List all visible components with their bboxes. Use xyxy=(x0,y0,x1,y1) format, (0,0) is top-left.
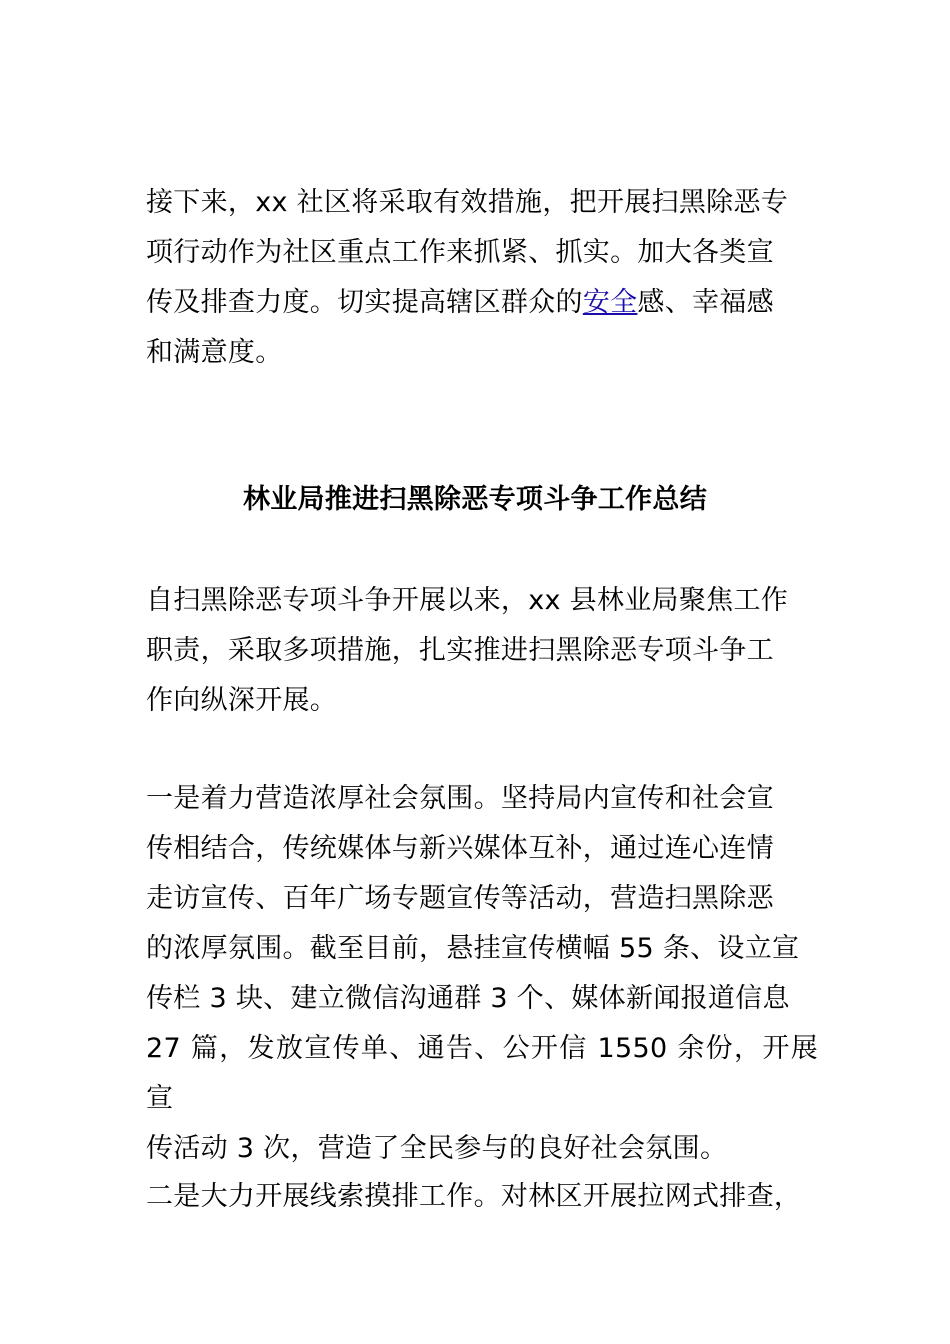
text-line: 27 篇，发放宣传单、通告、公开信 1550 余份，开展宣 xyxy=(146,1033,818,1114)
paragraph-clue-investigation xyxy=(146,1172,818,1222)
text-line xyxy=(146,278,818,328)
text-line: 的浓厚氛围。截至目前，悬挂宣传横幅 55 条、设立宣 xyxy=(146,933,800,964)
text-line: 传活动 3 次，营造了全民参与的良好社会氛围。 xyxy=(146,1133,728,1164)
text-line: 传栏 3 块、建立微信沟通群 3 个、媒体新闻报道信息 xyxy=(146,983,790,1014)
paragraph-intro xyxy=(146,576,818,726)
text-line: 一是着力营造浓厚社会氛围。坚持局内宣传和社会宣 xyxy=(146,783,774,814)
text-segment: 感、幸福感 xyxy=(637,287,774,318)
text-line: 项行动作为社区重点工作来抓紧、抓实。加大各类宣 xyxy=(146,237,774,268)
text-segment: 传及排查力度。切实提高辖区群众的 xyxy=(146,287,583,318)
link-anquan[interactable]: 安全 xyxy=(582,287,638,318)
text-line: 走访宣传、百年广场专题宣传等活动，营造扫黑除恶 xyxy=(146,883,774,914)
section-title: 林业局推进扫黑除恶专项斗争工作总结 xyxy=(242,484,708,515)
paragraph-community-measures xyxy=(146,178,818,378)
text-line: 和满意度。 xyxy=(146,337,283,368)
paragraph-publicity xyxy=(146,774,818,1174)
text-line: 自扫黑除恶专项斗争开展以来，xx 县林业局聚焦工作 xyxy=(146,585,789,616)
text-line: 二是大力开展线索摸排工作。对林区开展拉网式排查， xyxy=(146,1181,802,1212)
text-line: 接下来，xx 社区将采取有效措施，把开展扫黑除恶专 xyxy=(146,187,789,218)
text-line: 职责，采取多项措施，扎实推进扫黑除恶专项斗争工 xyxy=(146,635,774,666)
text-line: 作向纵深开展。 xyxy=(146,685,338,716)
text-line: 传相结合，传统媒体与新兴媒体互补，通过连心连情 xyxy=(146,833,774,864)
